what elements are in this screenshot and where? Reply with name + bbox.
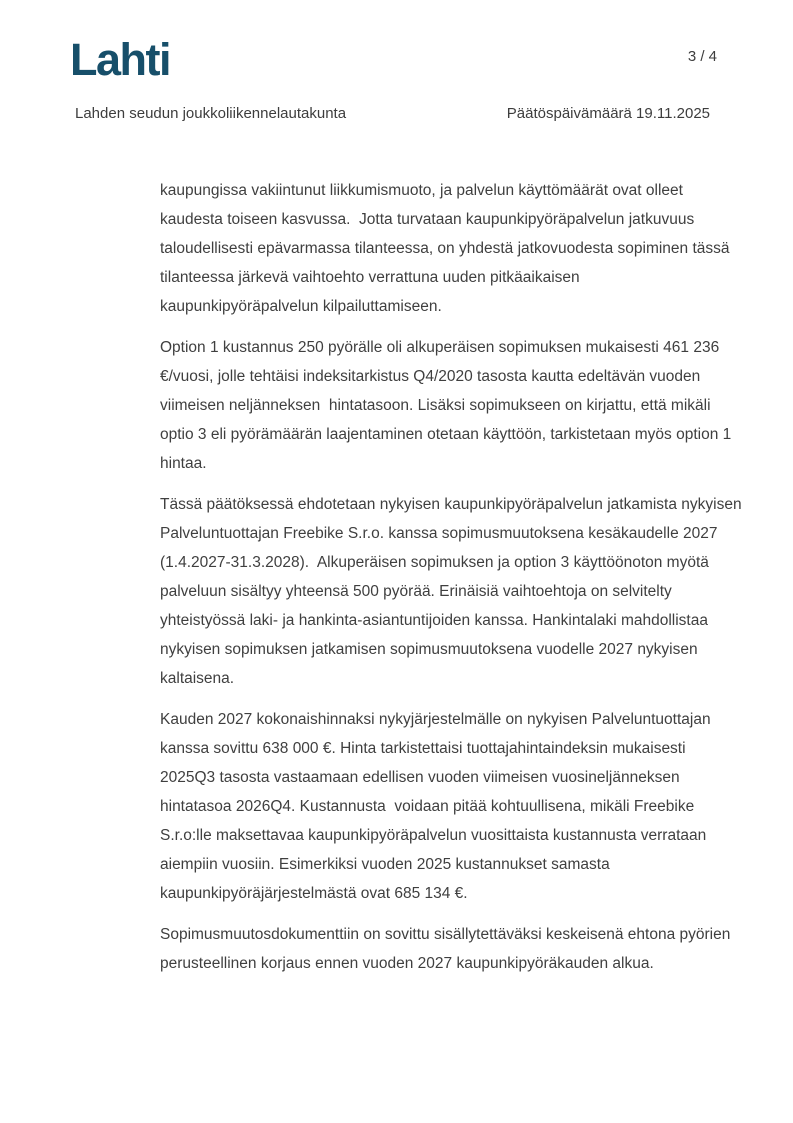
text-line: hintatasoa 2026Q4. Kustannusta voidaan pitää kohtuullisena, mikäli Freebike [160, 798, 695, 815]
paragraph [160, 333, 735, 478]
text-line: kaupunkipyöräjärjestelmästä ovat 685 134 €. [160, 885, 468, 902]
text-line: Kauden 2027 kokonaishinnaksi nykyjärjestelmälle on nykyisen Palveluntuottajan [160, 711, 711, 728]
committee-name: Lahden seudun joukkoliikennelautakunta [75, 105, 347, 122]
text-line: kaupungissa vakiintunut liikkumismuoto, ja palvelun käyttömäärät ovat olleet [160, 182, 683, 199]
decision-date: Päätöspäivämäärä 19.11.2025 [506, 105, 710, 122]
paragraph [160, 490, 742, 693]
text-line: kaudesta toiseen kasvussa. Jotta turvataan kaupunkipyöräpalvelun jatkuvuus [160, 211, 695, 228]
text-line: (1.4.2027-31.3.2028). Alkuperäisen sopimuksen ja option 3 käyttöönoton myötä [160, 554, 709, 571]
text-line: S.r.o:lle maksettavaa kaupunkipyöräpalvelun vuosittaista kustannusta verrataan [160, 827, 707, 844]
lahti-logo: Lahti [70, 34, 170, 85]
text-line: yhteistyössä laki- ja hankinta-asiantuntijoiden kanssa. Hankintalaki mahdollistaa [160, 612, 708, 629]
text-line: taloudellisesti epävarmassa tilanteessa, on yhdestä jatkovuodesta sopiminen tässä [160, 240, 730, 257]
page-number: 3 / 4 [687, 48, 717, 65]
text-line: kanssa sovittu 638 000 €. Hinta tarkistettaisi tuottajahintaindeksin mukaisesti [160, 740, 686, 757]
text-line: Sopimusmuutosdokumenttiin on sovittu sisällytettäväksi keskeisenä ehtona pyörien [160, 926, 731, 943]
text-line: Option 1 kustannus 250 pyörälle oli alkuperäisen sopimuksen mukaisesti 461 236 [160, 339, 720, 356]
document-header [75, 105, 718, 122]
text-line: nykyisen sopimuksen jatkamisen sopimusmuutoksena vuodelle 2027 nykyisen [160, 641, 698, 658]
text-line: €/vuosi, jolle tehtäisi indeksitarkistus Q4/2020 tasosta kautta edeltävän vuoden [160, 368, 701, 385]
text-line: aiempiin vuosiin. Esimerkiksi vuoden 2025 kustannukset samasta [160, 856, 610, 873]
text-line: viimeisen neljänneksen hintatasoon. Lisäksi sopimukseen on kirjattu, että mikäli [160, 397, 711, 414]
text-line: kaupunkipyöräpalvelun kilpailuttamiseen. [160, 298, 442, 315]
document-body [160, 176, 742, 990]
text-line: perusteellinen korjaus ennen vuoden 2027 kaupunkipyöräkauden alkua. [160, 955, 654, 972]
text-line: kaltaisena. [160, 670, 235, 687]
text-line: Tässä päätöksessä ehdotetaan nykyisen kaupunkipyöräpalvelun jatkamista nykyisen [160, 496, 742, 513]
text-line: optio 3 eli pyörämäärän laajentaminen otetaan käyttöön, tarkistetaan myös option 1 [160, 426, 732, 443]
text-line: 2025Q3 tasosta vastaamaan edellisen vuoden viimeisen vuosineljänneksen [160, 769, 680, 786]
paragraph [160, 705, 735, 908]
text-line: Palveluntuottajan Freebike S.r.o. kanssa sopimusmuutoksena kesäkaudelle 2027 [160, 525, 718, 542]
paragraph [160, 920, 735, 978]
text-line: palveluun sisältyy yhteensä 500 pyörää. Erinäisiä vaihtoehtoja on selvitelty [160, 583, 672, 600]
text-line: hintaa. [160, 455, 207, 472]
text-line: tilanteessa järkevä vaihtoehto verrattuna uuden pitkäaikaisen [160, 269, 580, 286]
paragraph [160, 176, 735, 321]
